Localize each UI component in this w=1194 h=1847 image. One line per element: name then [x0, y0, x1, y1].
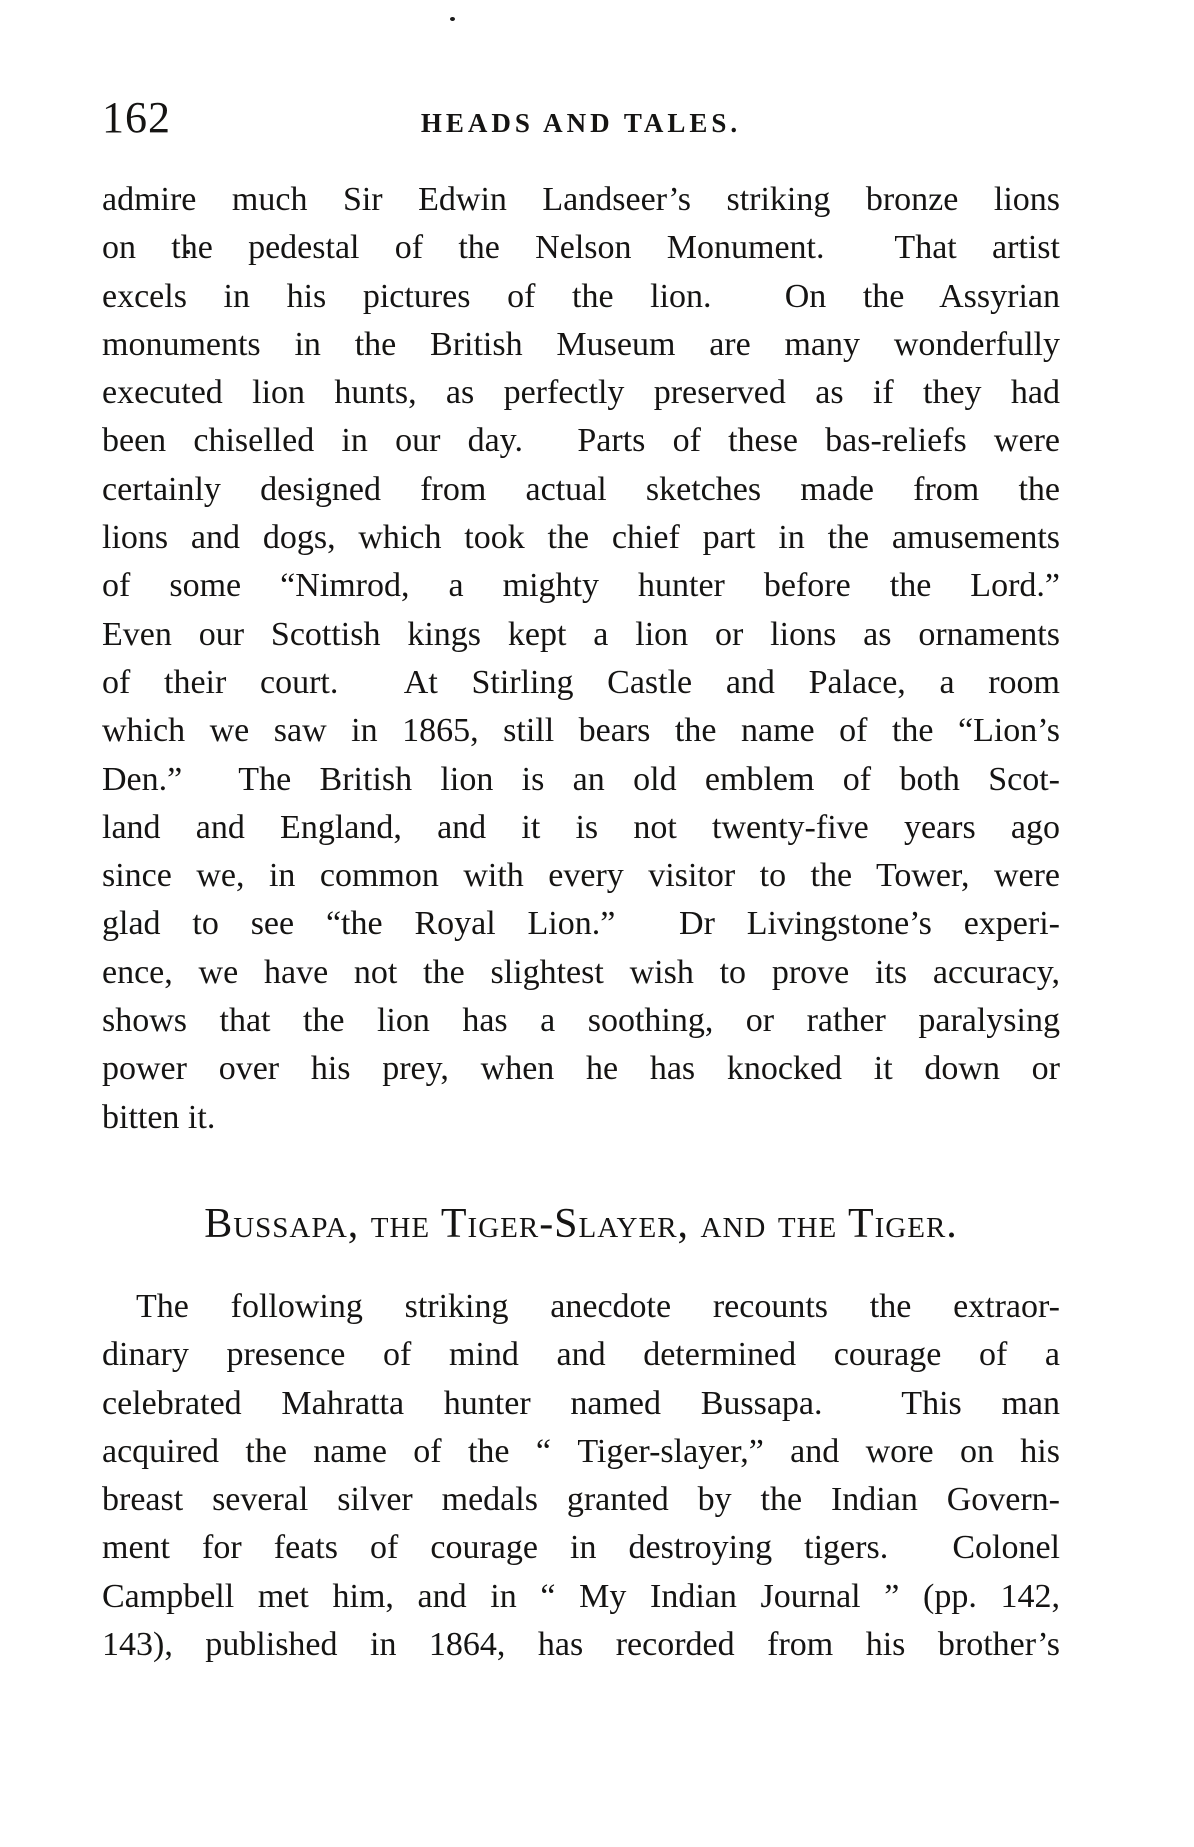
text-line: which we saw in 1865, still bears the name of the “Lion’s	[102, 712, 1060, 750]
text-line: land and England, and it is not twenty-five years ago	[102, 808, 1060, 846]
text-line: of some “Nimrod, a mighty hunter before the Lord.”	[102, 567, 1060, 605]
text-line: celebrated Mahratta hunter named Bussapa. This man	[102, 1384, 1060, 1422]
text-line: of their court. At Stirling Castle and Palace, a room	[102, 663, 1060, 701]
paragraph-lions	[102, 176, 1060, 1142]
text-line: glad to see “the Royal Lion.” Dr Livingstone’s experi-	[102, 905, 1060, 943]
text-line: monuments in the British Museum are many wonderfully	[102, 325, 1060, 363]
text-line: admire much Sir Edwin Landseer’s striking bronze lions	[102, 181, 1060, 218]
text-line: 143), published in 1864, has recorded from his brother’s	[102, 1626, 1060, 1664]
text-line: certainly designed from actual sketches made from the	[102, 470, 1060, 508]
text-line: dinary presence of mind and determined courage of a	[102, 1336, 1060, 1374]
text-line: been chiselled in our day. Parts of these bas-reliefs were	[102, 422, 1060, 460]
text-line: executed lion hunts, as perfectly preserved as if they had	[102, 374, 1060, 412]
text-line: Campbell met him, and in “ My Indian Journal ” (pp. 142,	[102, 1577, 1060, 1615]
text-line: The following striking anecdote recounts the extraor-	[136, 1288, 1060, 1325]
text-line: excels in his pictures of the lion. On the Assyrian	[102, 277, 1060, 315]
running-head: HEADS AND TALES.	[420, 108, 742, 138]
text-line: bitten it.	[102, 1098, 216, 1136]
text-line: on the pedestal of the Nelson Monument. That artist	[102, 229, 1060, 267]
text-line: Den.” The British lion is an old emblem of both Scot-	[102, 760, 1060, 798]
text-line: breast several silver medals granted by the Indian Govern-	[102, 1481, 1060, 1519]
text-line: power over his prey, when he has knocked it down or	[102, 1050, 1060, 1088]
paragraph-bussapa	[102, 1283, 1060, 1669]
text-line: lions and dogs, which took the chief part in the amusements	[102, 519, 1060, 557]
text-line: ence, we have not the slightest wish to prove its accuracy,	[102, 953, 1060, 991]
text-line: Even our Scottish kings kept a lion or lions as ornaments	[102, 615, 1060, 653]
text-line: since we, in common with every visitor to the Tower, were	[102, 857, 1060, 895]
text-line: shows that the lion has a soothing, or rather paralysing	[102, 1002, 1060, 1040]
page-header	[102, 93, 1060, 148]
section-heading: Bussapa, the Tiger-Slayer, and the Tiger.	[204, 1201, 958, 1247]
text-line: acquired the name of the “ Tiger-slayer,” and wore on his	[102, 1432, 1060, 1470]
page-number: 162	[102, 93, 171, 142]
text-line: ment for feats of courage in destroying tigers. Colonel	[102, 1529, 1060, 1567]
ink-speck	[450, 17, 455, 21]
